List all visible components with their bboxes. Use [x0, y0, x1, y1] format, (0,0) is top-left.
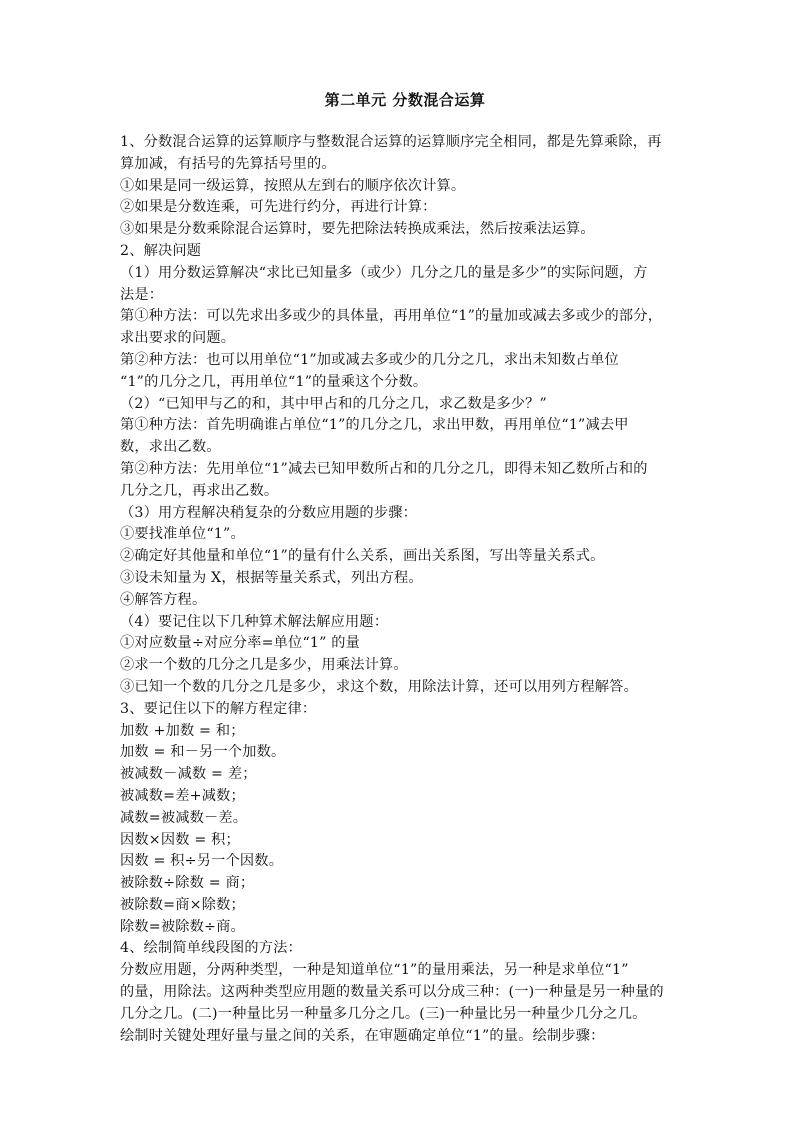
body-line: （4）要记住以下几种算术解法解应用题：: [120, 613, 389, 630]
body-line: 绘制时关键处理好量与量之间的关系，在审题确定单位“1”的量。绘制步骤：: [120, 1027, 605, 1044]
body-line: ③如果是分数乘除混合运算时，要先把除法转换成乘法，然后按乘法运算。: [120, 221, 595, 238]
document-title: 第二单元 分数混合运算: [324, 91, 486, 109]
formula-line: 加数 +加数 = 和；: [120, 722, 245, 739]
body-line: 算加减，有括号的先算括号里的。: [120, 155, 336, 172]
formula-line: 除数=被除数÷商。: [120, 918, 245, 935]
body-line: 第②种方法：先用单位“1”减去已知甲数所占和的几分之几，即得未知乙数所占和的: [120, 460, 648, 477]
body-line: ②确定好其他量和单位“1”的量有什么关系，画出关系图，写出等量关系式。: [120, 548, 605, 565]
formula-line: 被减数=差+减数；: [120, 787, 245, 804]
formula-line: 被除数÷除数 = 商；: [120, 875, 255, 892]
formula-line: 加数 = 和－另一个加数。: [120, 744, 286, 761]
body-line: ②求一个数的几分之几是多少，用乘法计算。: [120, 657, 408, 674]
body-line: 第①种方法：可以先求出多或少的具体量，再用单位“1”的量加或减去多或少的部分，: [120, 308, 663, 325]
body-line: 第①种方法：首先明确谁占单位“1”的几分之几，求出甲数，再用单位“1”减去甲: [120, 417, 629, 434]
body-line: ①对应数量÷对应分率=单位“1” 的量: [120, 635, 361, 652]
body-line: 的量，用除法。这两种类型应用题的数量关系可以分成三种：(一)一种量是另一种量的: [120, 984, 664, 1001]
body-line: （3）用方程解决稍复杂的分数应用题的步骤：: [120, 504, 417, 521]
body-line: ①要找准单位“1”。: [120, 526, 245, 543]
body-line: 第②种方法：也可以用单位“1”加或减去多或少的几分之几，求出未知数占单位: [120, 351, 619, 368]
body-line: ①如果是同一级运算，按照从左到右的顺序依次计算。: [120, 177, 466, 194]
body-line: ④解答方程。: [120, 591, 207, 608]
document-body: [120, 132, 690, 1047]
body-line: 法是：: [120, 286, 164, 303]
formula-line: 因数 = 积÷另一个因数。: [120, 853, 284, 870]
body-line: 1、分数混合运算的运算顺序与整数混合运算的运算顺序完全相同，都是先算乘除，再: [120, 134, 662, 150]
section-heading: 3、要记住以下的解方程定律：: [120, 700, 317, 717]
body-line: 分数应用题，分两种类型，一种是知道单位“1”的量用乘法，另一种是求单位“1”: [120, 962, 629, 979]
body-line: 几分之几。(二)一种量比另一种量多几分之几。(三)一种量比另一种量少几分之几。: [120, 1005, 647, 1022]
formula-line: 被减数－减数 = 差；: [120, 766, 257, 783]
body-line: 求出要求的问题。: [120, 330, 236, 347]
section-heading: 4、绘制简单线段图的方法：: [120, 940, 302, 957]
body-line: ③已知一个数的几分之几是多少，求这个数，用除法计算，还可以用列方程解答。: [120, 678, 638, 695]
formula-line: 减数=被减数－差。: [120, 809, 248, 826]
formula-line: 被除数=商×除数；: [120, 896, 245, 913]
body-line: ③设未知量为 X，根据等量关系式，列出方程。: [120, 569, 423, 586]
section-heading: 2、解决问题: [120, 242, 202, 259]
body-line: （1）用分数运算解决“求比已知量多（或少）几分之几的量是多少”的实际问题，方: [120, 264, 648, 281]
body-line: （2）“已知甲与乙的和，其中甲占和的几分之几，求乙数是多少？”: [120, 395, 547, 412]
body-line: 数，求出乙数。: [120, 439, 221, 456]
formula-line: 因数×因数 = 积；: [120, 831, 240, 848]
body-line: 几分之几，再求出乙数。: [120, 482, 279, 499]
body-line: “1”的几分之几，再用单位“1”的量乘这个分数。: [120, 373, 428, 390]
body-line: ②如果是分数连乘，可先进行约分，再进行计算：: [120, 199, 437, 216]
